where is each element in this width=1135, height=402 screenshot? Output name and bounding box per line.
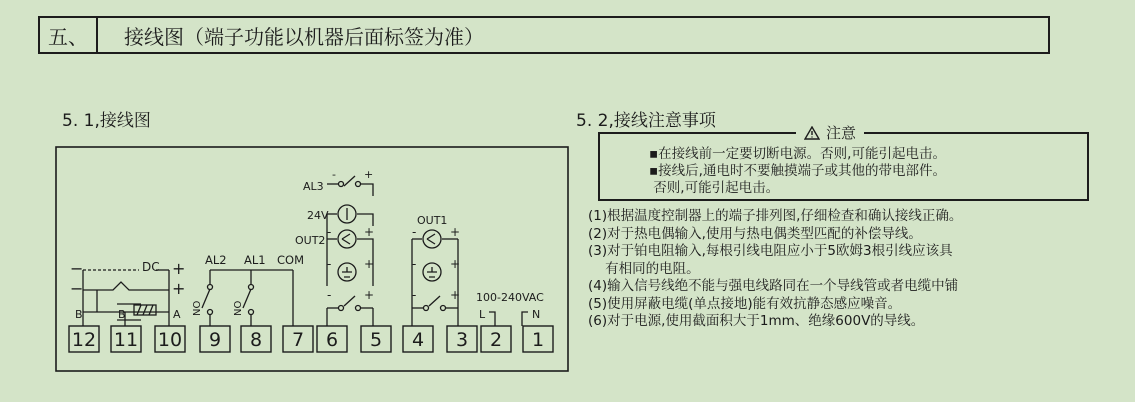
terminal-number: 12 [71,329,97,351]
ssr1-minus: - [412,257,417,271]
terminal-number: 7 [291,329,305,351]
note-2: (2)对于热电偶输入,使用与热电偶类型匹配的补偿导线。 [588,225,922,242]
warning-icon [804,126,820,140]
out2-plus: + [364,225,375,239]
terminal-number: 11 [113,329,139,351]
terminal-number: 6 [325,329,339,351]
terminal-number: 10 [157,329,183,351]
note-5: (5)使用屏蔽电缆(单点接地)能有效抗静态感应噪音。 [588,295,902,312]
terminal-letter-b1: B [75,308,83,321]
caution-line-3: 否则,可能引起电击。 [649,180,780,196]
note-6: (6)对于电源,使用截面积大于1mm、绝缘600V的导线。 [588,313,925,329]
dc-label: DC [142,260,160,274]
ssr2-plus: + [364,257,375,271]
terminal-number: 5 [369,329,383,351]
terminal-letter-a: A [173,308,181,321]
dc-sign-2: + [172,259,186,278]
section-header [38,16,1050,54]
wiring-diagram [55,146,570,376]
al2-label: AL2 [205,253,227,267]
relay43-minus: - [412,288,417,302]
terminal-number: 3 [455,329,469,351]
caution-text [649,146,946,197]
dc-sign-4: + [172,279,186,298]
caution-line-2: ▪接线后,通电时不要触摸端子或其他的带电部件。 [649,163,946,179]
al1-no-label: NO [233,300,244,316]
relay65-minus: - [327,288,332,302]
out1-label: OUT1 [417,214,448,227]
note-3-cont: 有相同的电阻。 [588,260,700,277]
wiring-diagram-heading: 5. 1,接线图 [62,111,151,131]
terminal-number: 8 [249,329,263,351]
caution-box [598,124,1089,201]
section-title: 接线图（端子功能以机器后面标签为准） [124,24,484,49]
caution-label: 注意 [826,124,857,142]
out2-label: OUT2 [295,234,326,247]
relay43-plus: + [450,288,461,302]
power-label: 100-240VAC [476,291,544,304]
ssr1-plus: + [450,257,461,271]
terminal-number: 4 [411,329,425,351]
out1-minus: - [412,225,417,239]
caution-line-1: ▪在接线前一定要切断电源。否则,可能引起电击。 [649,146,946,162]
dc-sign-1: − [70,259,84,278]
terminal-number: 2 [489,329,503,351]
al1-label: AL1 [244,253,266,267]
note-3: (3)对于铂电阻输入,每根引线电阻应小于5欧姆3根引线应该具 [588,243,953,259]
notes-list [588,208,962,331]
terminal-number: 9 [208,329,222,351]
terminal-letter-b2: B [118,308,126,321]
out2-minus: - [327,225,332,239]
dc-sign-3: − [70,279,84,298]
out1-plus: + [450,225,461,239]
al3-label: AL3 [303,180,324,193]
note-4: (4)输入信号线绝不能与强电线路同在一个导线管或者电缆中铺 [588,278,959,294]
al3-plus: + [364,168,374,181]
com-label: COM [277,253,305,267]
power-l: L [479,308,486,321]
caution-heading [796,122,864,143]
al2-no-label: NO [192,300,203,316]
section-number: 五、 [40,18,98,52]
al3-minus: - [332,168,336,181]
ssr2-minus: - [327,257,332,271]
terminal-number: 1 [531,329,545,351]
v24-label: 24V [307,209,329,222]
note-1: (1)根据温度控制器上的端子排列图,仔细检查和确认接线正确。 [588,208,963,224]
power-n: N [532,308,541,321]
wiring-notes-heading: 5. 2,接线注意事项 [576,111,716,131]
relay65-plus: + [364,288,375,302]
